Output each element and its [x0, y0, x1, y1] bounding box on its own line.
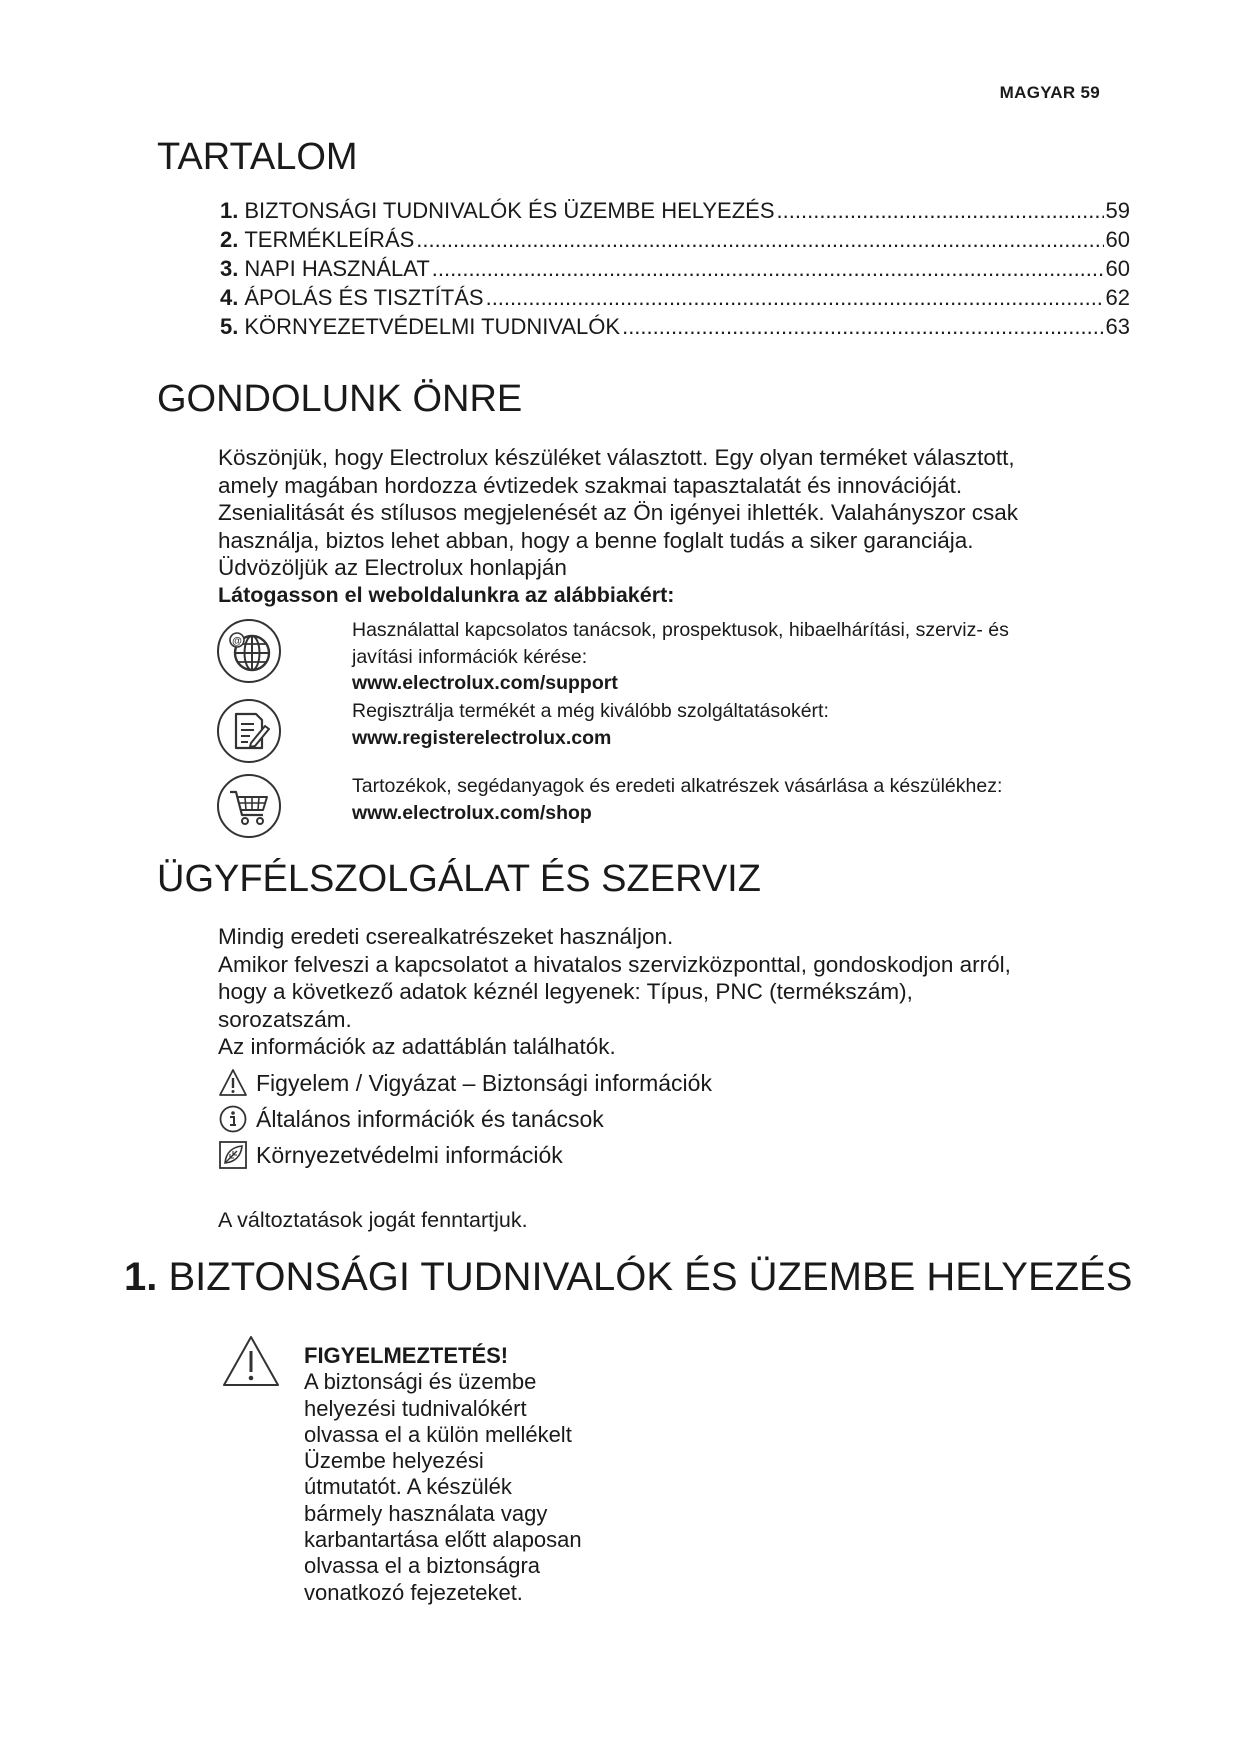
- intro-paragraph: [218, 444, 1018, 609]
- icon-legend: [218, 1065, 712, 1173]
- toc-item-number: 4.: [220, 285, 239, 310]
- toc-item[interactable]: [220, 198, 1130, 227]
- toc-item-number: 3.: [220, 256, 239, 281]
- visit-heading: Látogasson el weboldalunkra az alábbiakért:: [218, 582, 675, 607]
- shop-link-block: [352, 773, 1002, 826]
- warning-line: útmutatót. A készülék: [304, 1474, 512, 1500]
- legend-label: Általános információk és tanácsok: [256, 1105, 604, 1132]
- toc-item-number: 5.: [220, 314, 239, 339]
- link-description: javítási információk kérése:: [352, 645, 588, 668]
- rights-reserved-note: A változtatások jogát fenntartjuk.: [218, 1208, 528, 1232]
- toc-item-page: 62: [1105, 285, 1130, 310]
- legend-item: [218, 1101, 712, 1137]
- register-url-link[interactable]: www.registerelectrolux.com: [352, 726, 612, 749]
- intro-line: Üdvözöljük az Electrolux honlapján: [218, 555, 567, 580]
- link-description: Tartozékok, segédanyagok és eredeti alkatrészek vásárlása a készülékhez:: [352, 775, 1003, 797]
- service-title: ÜGYFÉLSZOLGÁLAT ÉS SZERVIZ: [157, 858, 761, 900]
- section-title: BIZTONSÁGI TUDNIVALÓK ÉS ÜZEMBE HELYEZÉS: [168, 1255, 1133, 1299]
- svg-text:@: @: [232, 636, 242, 647]
- legend-label: Figyelem / Vigyázat – Biztonsági információk: [256, 1069, 712, 1096]
- warning-line: helyezési tudnivalókért: [304, 1395, 527, 1421]
- warning-line: olvassa el a biztonságra: [304, 1553, 541, 1579]
- info-icon: [218, 1104, 248, 1134]
- toc-item-label: KÖRNYEZETVÉDELMI TUDNIVALÓK: [244, 314, 621, 339]
- toc-item[interactable]: [220, 256, 1130, 285]
- warning-line: karbantartása előtt alaposan: [304, 1527, 582, 1553]
- legend-item: [218, 1137, 712, 1173]
- service-paragraph: [218, 923, 1011, 1061]
- support-link-block: [352, 617, 1009, 697]
- toc-item-page: 59: [1105, 198, 1130, 223]
- section-number: 1.: [124, 1255, 158, 1299]
- service-line: Mindig eredeti cserealkatrészeket használjon.: [218, 924, 674, 949]
- toc-item-number: 2.: [220, 227, 239, 252]
- register-document-icon: [216, 698, 282, 764]
- toc-item-number: 1.: [220, 198, 239, 223]
- warning-line: Üzembe helyezési: [304, 1448, 484, 1474]
- toc-item-label: NAPI HASZNÁLAT: [244, 256, 430, 281]
- service-line: Az információk az adattáblán találhatók.: [218, 1034, 616, 1059]
- link-description: Regisztrálja termékét a még kiválóbb szolgáltatásokért:: [352, 700, 829, 722]
- shopping-cart-icon: [216, 773, 282, 839]
- section-1-heading: [124, 1255, 1132, 1300]
- warning-triangle-icon: [218, 1068, 248, 1098]
- service-line: hogy a következő adatok kéznél legyenek: Típus, PNC (termékszám),: [218, 979, 913, 1004]
- warning-title: FIGYELMEZTETÉS!: [304, 1343, 509, 1368]
- toc-dot-leader: [622, 314, 1103, 340]
- legend-label: Környezetvédelmi információk: [256, 1141, 563, 1168]
- page-header: MAGYAR 59: [999, 83, 1100, 102]
- warning-triangle-icon: [222, 1335, 280, 1387]
- intro-line: amely magában hordozza évtizedek szakmai tapasztalatát és innovációját.: [218, 472, 963, 498]
- toc-item[interactable]: [220, 314, 1130, 343]
- toc-item-page: 60: [1105, 256, 1130, 281]
- toc-dot-leader: [416, 227, 1103, 253]
- toc-item-page: 60: [1105, 227, 1130, 252]
- toc-dot-leader: [432, 256, 1104, 282]
- toc-item-page: 63: [1105, 314, 1130, 339]
- toc-item-label: TERMÉKLEÍRÁS: [244, 227, 415, 252]
- register-link-block: [352, 698, 829, 751]
- service-line: sorozatszám.: [218, 1006, 352, 1032]
- support-url-link[interactable]: www.electrolux.com/support: [352, 672, 618, 694]
- intro-line: használja, biztos lehet abban, hogy a benne foglalt tudás a siker garanciája.: [218, 527, 974, 553]
- globe-icon: [216, 618, 282, 684]
- toc-item-label: ÁPOLÁS ÉS TISZTÍTÁS: [244, 285, 484, 310]
- toc-item[interactable]: [220, 227, 1130, 256]
- intro-title: GONDOLUNK ÖNRE: [157, 378, 523, 420]
- table-of-contents: [220, 198, 1130, 343]
- intro-line: Köszönjük, hogy Electrolux készüléket választott. Egy olyan terméket választott,: [218, 445, 1015, 470]
- toc-item-label: BIZTONSÁGI TUDNIVALÓK ÉS ÜZEMBE HELYEZÉS: [244, 198, 775, 223]
- warning-line: olvassa el a külön mellékelt: [304, 1421, 572, 1447]
- leaf-icon: [218, 1140, 248, 1170]
- link-description: Használattal kapcsolatos tanácsok, prospektusok, hibaelhárítási, szerviz- és: [352, 619, 1009, 641]
- shop-url-link[interactable]: www.electrolux.com/shop: [352, 801, 592, 824]
- toc-title: TARTALOM: [157, 136, 358, 178]
- warning-line: vonatkozó fejezeteket.: [304, 1579, 523, 1605]
- toc-dot-leader: [777, 198, 1104, 224]
- toc-dot-leader: [486, 285, 1104, 311]
- warning-line: bármely használata vagy: [304, 1500, 548, 1526]
- intro-line: Zsenialitását és stílusos megjelenését az Ön igényei ihlették. Valahányszor csak: [218, 500, 1018, 525]
- toc-item[interactable]: [220, 285, 1130, 314]
- service-line: Amikor felveszi a kapcsolatot a hivatalos szervizközponttal, gondoskodjon arról,: [218, 951, 1011, 977]
- warning-line: A biztonsági és üzembe: [304, 1369, 537, 1395]
- legend-item: [218, 1065, 712, 1101]
- warning-block: [304, 1343, 624, 1606]
